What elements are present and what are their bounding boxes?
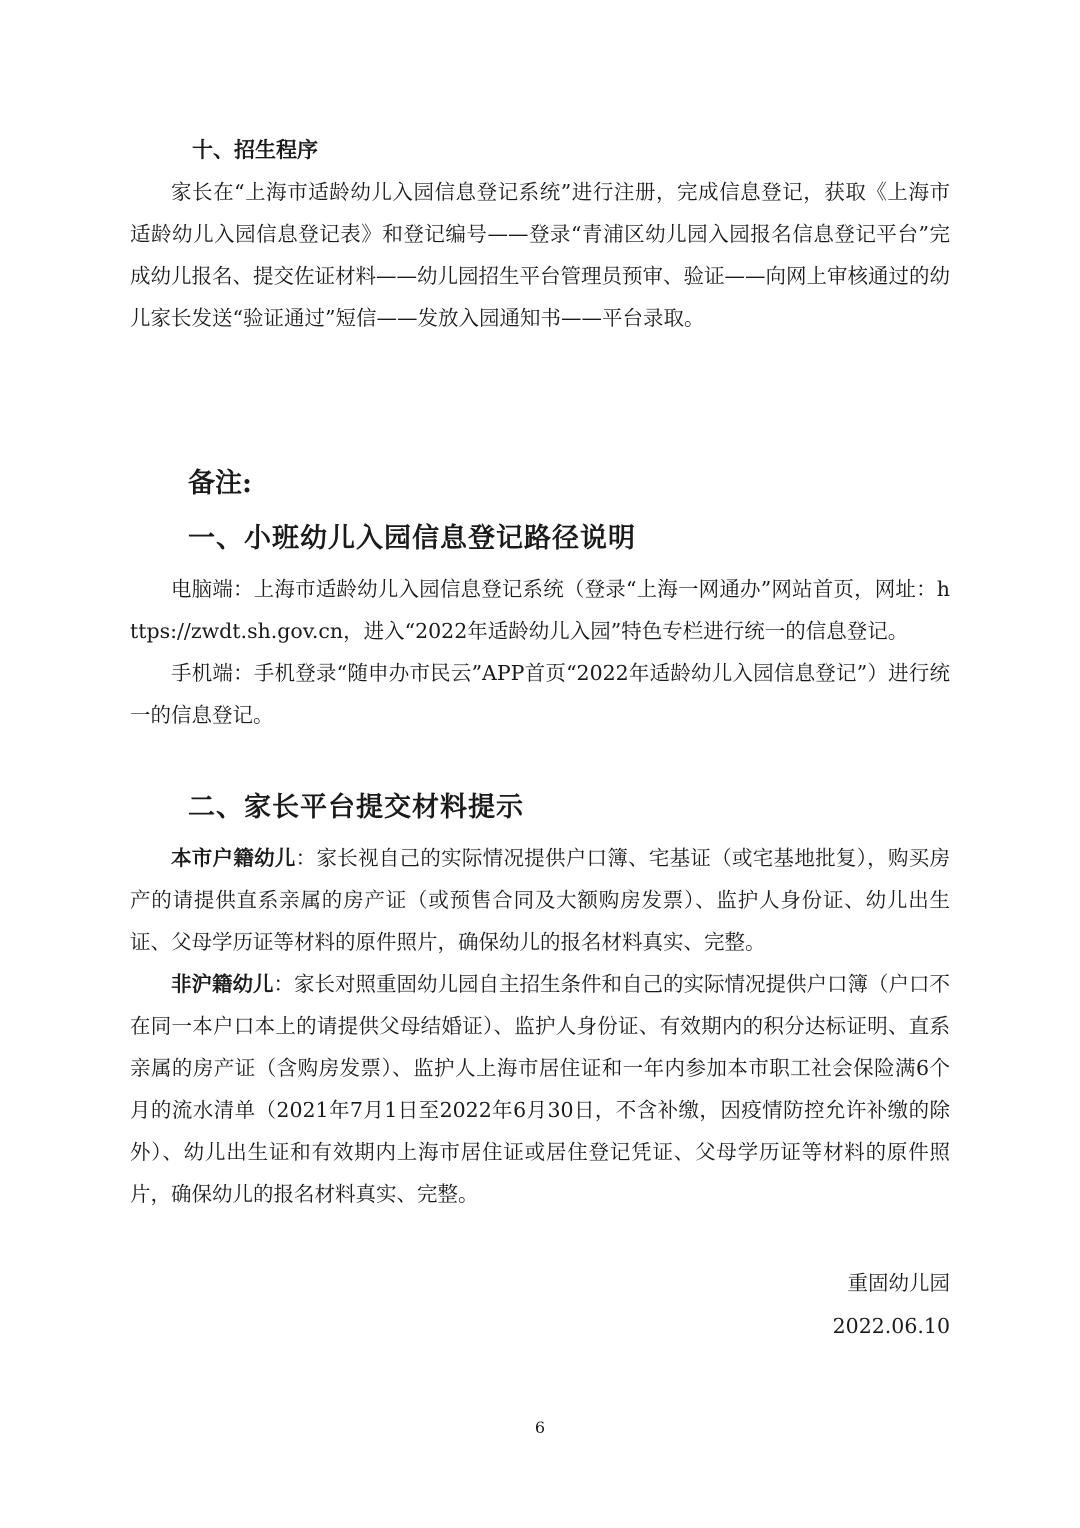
remarks-part2-block bbox=[130, 837, 950, 1215]
remarks-part1-block bbox=[130, 568, 950, 736]
local-household-paragraph bbox=[130, 837, 950, 963]
mobile-registration-paragraph: 手机端：手机登录“随申办市民云”APP首页“2022年适龄幼儿入园信息登记”）进行统一的信息登记。 bbox=[130, 661, 950, 727]
remarks-label: 备注: bbox=[188, 468, 252, 499]
local-household-body: ：家长视自己的实际情况提供户口簿、宅基证（或宅基地批复），购买房产的请提供直系亲属的房产证（或预售合同及大额购房发票）、监护人身份证、幼儿出生证、父母学历证等材料的原件照片，确保幼儿的报名材料真实、完整。 bbox=[130, 846, 951, 954]
remarks-part1-heading: 一、小班幼儿入园信息登记路径说明 bbox=[188, 523, 636, 554]
nonlocal-household-body: ：家长对照重固幼儿园自主招生条件和自己的实际情况提供户口簿（户口不在同一本户口本上的请提供父母结婚证）、监护人身份证、有效期内的积分达标证明、直系亲属的房产证（含购房发票）、监护人上海市居住证和一年内参加本市职工社会保险满6个月的流水清单（2021年7月1日至2022年6月30日，不含补缴，因疫情防控允许补缴的除外）、幼儿出生证和有效期内上海市居住证或居住登记凭证、父母学历证等材料的原件照片，确保幼儿的报名材料真实、完整。 bbox=[130, 972, 950, 1206]
nonlocal-household-paragraph bbox=[130, 963, 950, 1215]
section-10-body: 家长在“上海市适龄幼儿入园信息登记系统”进行注册，完成信息登记，获取《上海市适龄幼儿入园信息登记表》和登记编号——登录“青浦区幼儿园入园报名信息登记平台”完成幼儿报名、提交佐证材料——幼儿园招生平台管理员预审、验证——向网上审核通过的幼儿家长发送“验证通过”短信——发放入园通知书——平台录取。 bbox=[130, 180, 950, 330]
remarks-part2-heading: 二、家长平台提交材料提示 bbox=[188, 792, 524, 823]
pc-registration-paragraph: 电脑端：上海市适龄幼儿入园信息登记系统（登录“上海一网通办”网站首页，网址：https://zwdt.sh.gov.cn，进入“2022年适龄幼儿入园”特色专栏进行统一的信息登记。 bbox=[130, 577, 950, 643]
nonlocal-household-lead: 非沪籍幼儿 bbox=[171, 972, 274, 996]
local-household-lead: 本市户籍幼儿 bbox=[171, 846, 296, 870]
section-10-body-block bbox=[130, 171, 950, 339]
signature-org: 重固幼儿园 bbox=[847, 1271, 950, 1295]
page-number: 6 bbox=[534, 1418, 546, 1437]
section-10-title: 十、招生程序 bbox=[192, 137, 318, 162]
signature-date: 2022.06.10 bbox=[832, 1314, 950, 1338]
